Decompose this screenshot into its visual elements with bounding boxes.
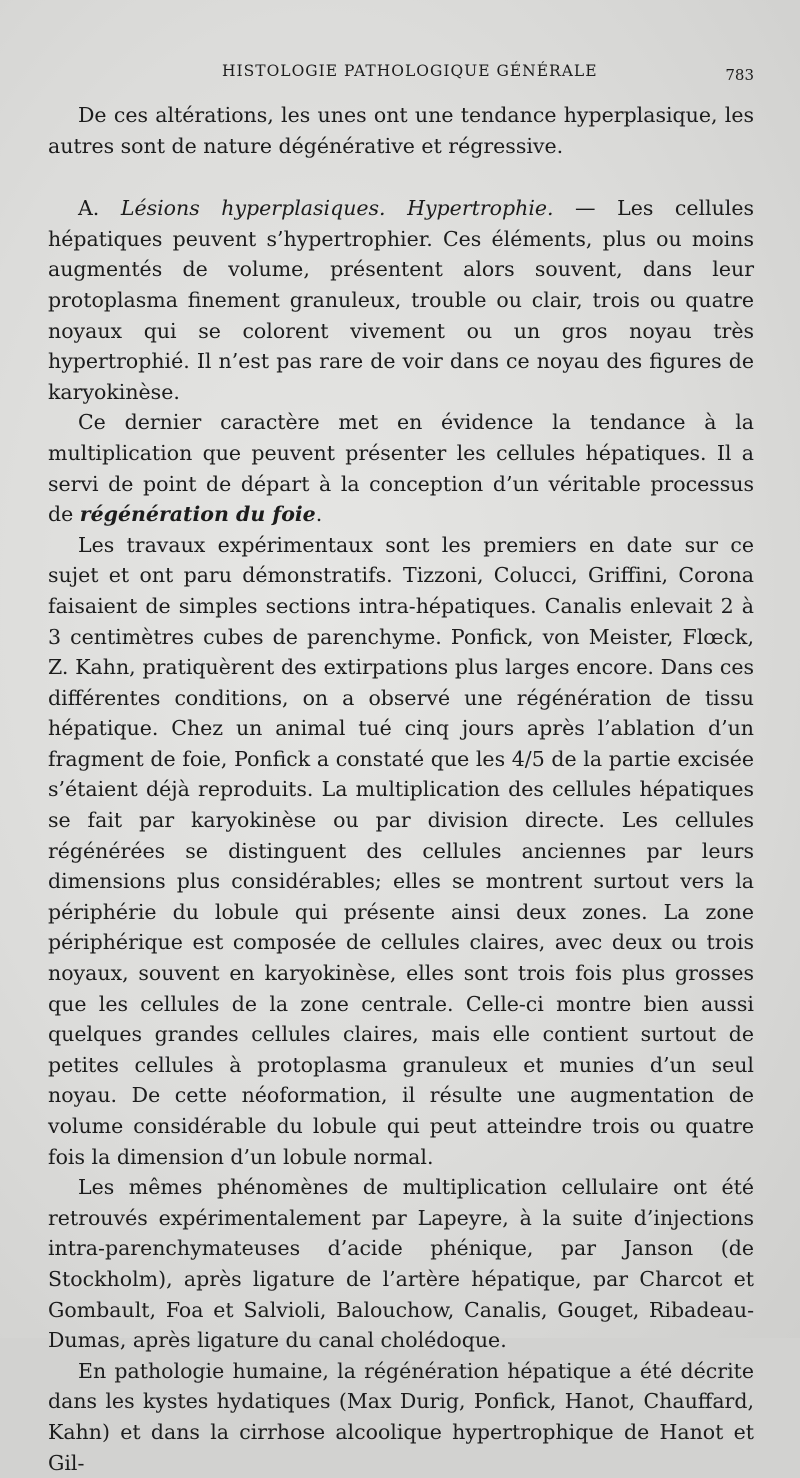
experimental-findings-paragraph: Les mêmes phénomènes de multiplication cellulaire ont été retrouvés expérimentalement par Lapeyre, à la suite d’injections intra-parenchymateuses d’acide phénique, par Janson (de Stockholm), après ligature de l’artère hépatique, par Charcot et Gombault, Foa et Salvioli, Balouchow, Canalis, Gouget, Ribadeau-Dumas, après ligature du canal cholédoque. [48, 1175, 754, 1353]
body-text [48, 100, 754, 1478]
section-a-paragraph [48, 193, 754, 407]
human-pathology-paragraph: En pathologie humaine, la régénération hépatique a été décrite dans les kystes hydatiques (Max Durig, Ponfick, Hanot, Chauffard, Kahn) et dans la cirrhose alcoolique hypertrophique de Hanot et Gil- [48, 1358, 754, 1475]
section-letter: A. [78, 196, 100, 221]
page-header [222, 62, 758, 86]
running-head: HISTOLOGIE PATHOLOGIQUE GÉNÉRALE [222, 62, 598, 80]
section-a-text: — Les cellules hépatiques peuvent s’hypertrophier. Ces éléments, plus ou moins augmentés de volume, présentent alors souvent, dans leur protoplasma finement granuleux, trouble ou clair, trois ou quatre noyaux qui se colorent vivement ou un gros noyau très hypertrophié. Il n’est pas rare de voir dans ce noyau des figures de karyokinèse. [48, 196, 754, 404]
multiplication-paragraph [48, 407, 754, 529]
regeneration-emphasis: régénération du foie [79, 502, 316, 527]
section-title: Lésions hyperplasiques. Hypertrophie. [120, 196, 554, 221]
page-number: 783 [725, 66, 754, 84]
experimental-work-paragraph: Les travaux expérimentaux sont les premiers en date sur ce sujet et ont paru démonstratifs. Tizzoni, Colucci, Griffini, Corona faisaient de simples sections intra-hépatiques. Canalis enlevait 2 à 3 centimètres cubes de parenchyme. Ponfick, von Meister, Flœck, Z. Kahn, pratiquèrent des extirpations plus larges encore. Dans ces différentes conditions, on a observé une régénération de tissu hépatique. Chez un animal tué cinq jours après l’ablation d’un fragment de foie, Ponfick a constaté que les 4/5 de la partie excisée s’étaient déjà reproduits. La multiplication des cellules hépatiques se fait par karyokinèse ou par division directe. Les cellules régénérées se distinguent des cellules anciennes par leurs dimensions plus considérables; elles se montrent surtout vers la périphérie du lobule qui présente ainsi deux zones. La zone périphérique est composée de cellules claires, avec deux ou trois noyaux, souvent en karyokinèse, elles sont trois fois plus grosses que les cellules de la zone centrale. Celle-ci montre bien aussi quelques grandes cellules claires, mais elle contient surtout de petites cellules à protoplasma granuleux et munies d’un seul noyau. De cette néoformation, il résulte une augmentation de volume considérable du lobule qui peut atteindre trois ou quatre fois la dimension d’un lobule normal. [48, 532, 754, 1169]
multiplication-end: . [315, 502, 323, 527]
intro-paragraph: De ces altérations, les unes ont une tendance hyperplasique, les autres sont de nature dégénérative et régressive. [48, 103, 754, 158]
multiplication-text: Ce dernier caractère met en évidence la tendance à la multiplication que peuvent présenter les cellules hépatiques. Il a servi de point de départ à la conception d’un véritable processus de [48, 410, 754, 527]
